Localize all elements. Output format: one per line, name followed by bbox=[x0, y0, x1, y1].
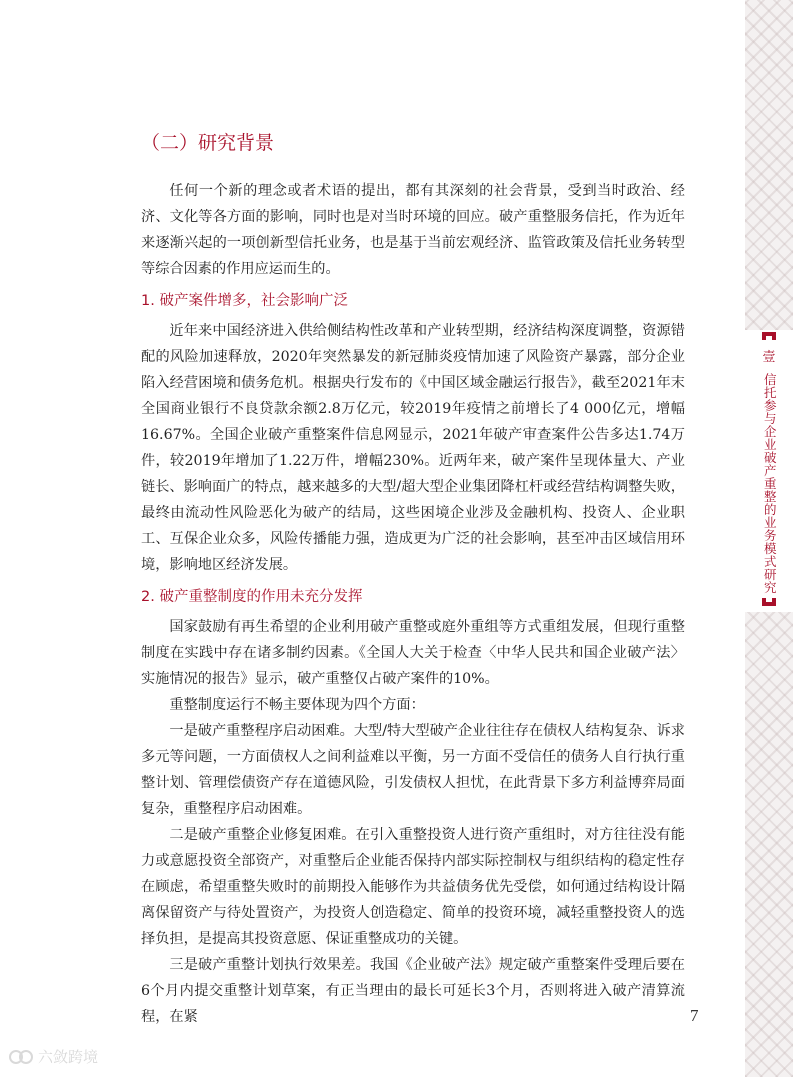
subsection-2-paragraph: 重整制度运行不畅主要体现为四个方面： bbox=[169, 697, 425, 713]
bracket-bottom-icon bbox=[762, 598, 776, 606]
subsection-1-paragraph: 近年来中国经济进入供给侧结构性改革和产业转型期，经济结构深度调整，资源错配的风险加速释放，2020年突然暴发的新冠肺炎疫情加速了风险资产暴露，部分企业陷入经营困境和债务危机。根据央行发布的《中国区域金融运行报告》，截至2021年末全国商业银行不良贷款余额2.8万亿元，较2019年疫情之前增长了4 000亿元，增幅16.67%。全国企业破产重整案件信息网显示，2021年破产审查案件公告多达1.74万件，较2019年增加了1.22万件，增幅230%。近两年来，破产案件呈现体量大、产业链长、影响面广的特点，越来越多的大型/超大型企业集团降杠杆或经营结构调整失败，最终由流动性风险恶化为破产的结局，这些困境企业涉及金融机构、投资人、企业职工、互保企业众多，风险传播能力强，造成更为广泛的社会影响，甚至冲击区域信用环境，影响地区经济发展。 bbox=[141, 323, 685, 573]
chapter-number: 壹 bbox=[762, 350, 776, 365]
subsection-2-paragraph: 国家鼓励有再生希望的企业利用破产重整或庭外重组等方式重组发展，但现行重整制度在实践中存在诸多制约因素。《全国人大关于检查〈中华人民共和国企业破产法〉实施情况的报告》显示，破产重整仅占破产案件的10%。 bbox=[141, 619, 685, 687]
watermark-logo-icon bbox=[8, 1048, 34, 1066]
intro-paragraph: 任何一个新的理念或者术语的提出，都有其深刻的社会背景，受到当时政治、经济、文化等各方面的影响，同时也是对当时环境的回应。破产重整服务信托，作为近年来逐渐兴起的一项创新型信托业务，也是基于当前宏观经济、监管政策及信托业务转型等综合因素的作用应运而生的。 bbox=[141, 183, 685, 277]
subsection-2-title: 2. 破产重整制度的作用未充分发挥 bbox=[141, 589, 363, 605]
body-content bbox=[141, 178, 685, 1030]
subsection-1-title: 1. 破产案件增多，社会影响广泛 bbox=[141, 293, 348, 309]
subsection-2-paragraph: 三是破产重整计划执行效果差。我国《企业破产法》规定破产重整案件受理后要在6个月内提交重整计划草案，有正当理由的最长可延长3个月，否则将进入破产清算流程，在紧 bbox=[141, 957, 685, 1025]
chapter-title-vertical: 信托参与企业破产重整的业务模式研究 bbox=[762, 373, 778, 594]
section-title: （二）研究背景 bbox=[141, 132, 275, 154]
watermark-text: 六敛跨境 bbox=[38, 1048, 99, 1066]
page-number: 7 bbox=[690, 1006, 699, 1025]
bracket-top-icon bbox=[762, 332, 776, 340]
subsection-2-paragraph: 一是破产重整程序启动困难。大型/特大型破产企业往往存在债权人结构复杂、诉求多元等问题，一方面债权人之间利益难以平衡，另一方面不受信任的债务人自行执行重整计划、管理偿债资产存在道德风险，引发债权人担忧，在此背景下多方利益博弈局面复杂，重整程序启动困难。 bbox=[141, 723, 685, 817]
watermark bbox=[8, 1046, 98, 1067]
chapter-side-tab bbox=[745, 330, 793, 612]
subsection-2-paragraph: 二是破产重整企业修复困难。在引入重整投资人进行资产重组时，对方往往没有能力或意愿投资全部资产，对重整后企业能否保持内部实际控制权与组织结构的稳定性存在顾虑，希望重整失败时的前期投入能够作为共益债务优先受偿，如何通过结构设计隔离保留资产与待处置资产，为投资人创造稳定、简单的投资环境，减轻重整投资人的选择负担，是提高其投资意愿、保证重整成功的关键。 bbox=[141, 827, 685, 947]
